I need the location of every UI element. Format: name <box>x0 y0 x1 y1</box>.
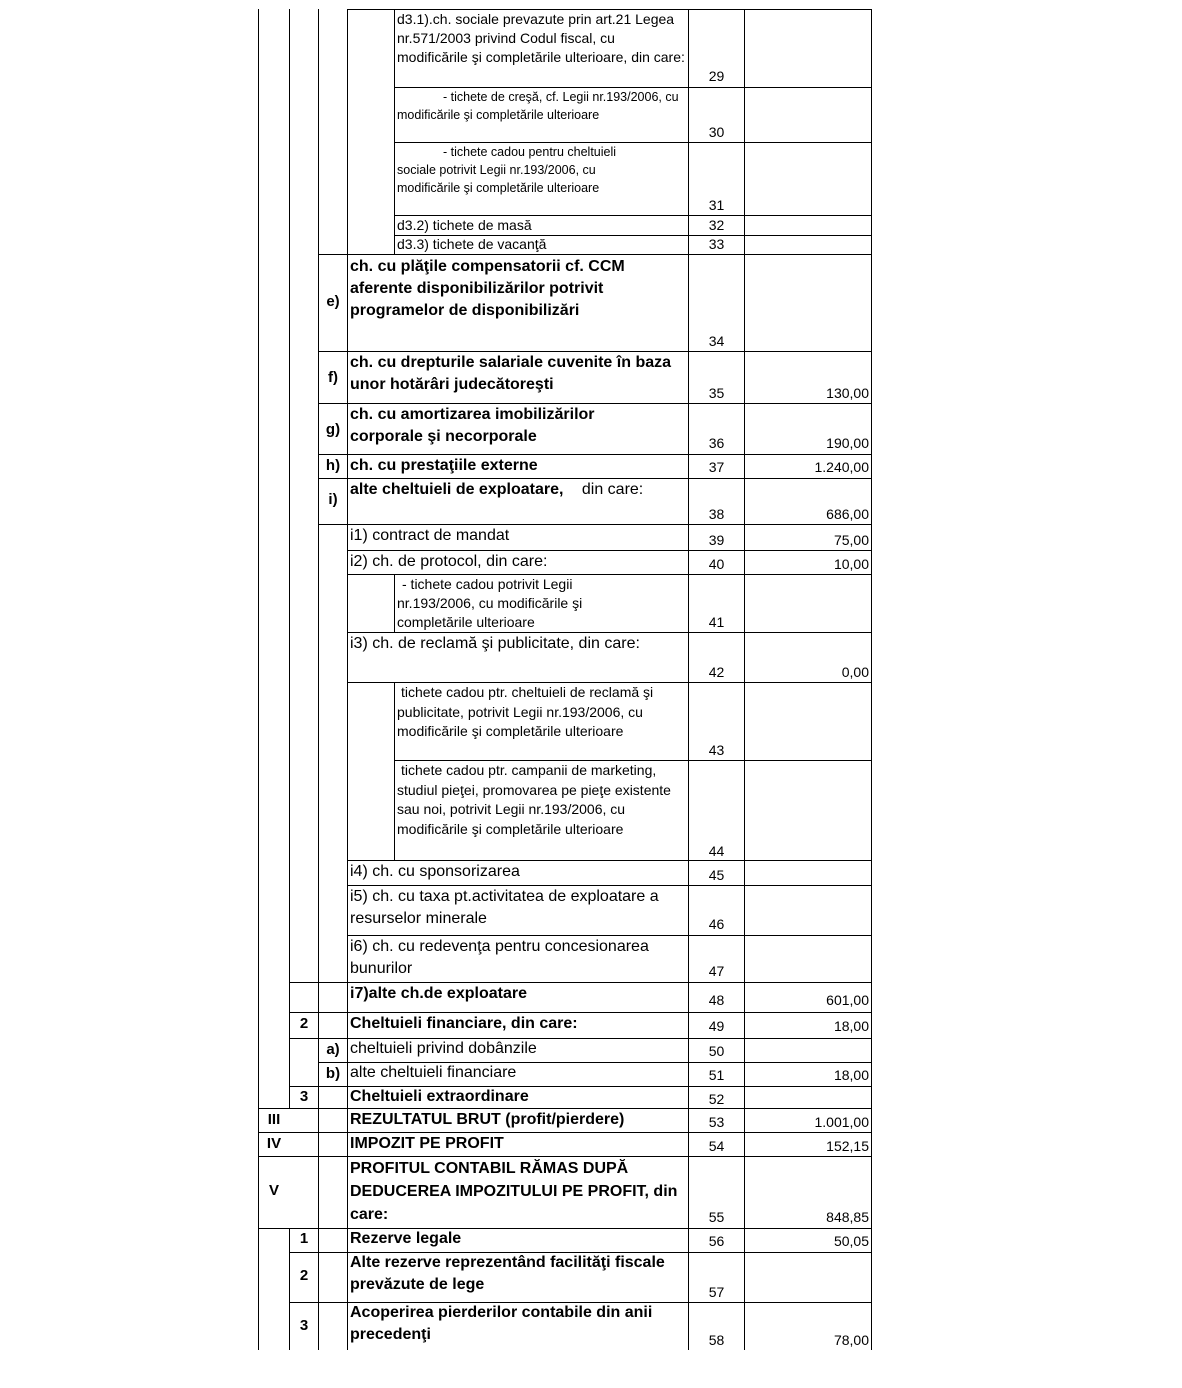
row-text: - tichete de creşă, cf. Legii nr.193/2006, cu modificările şi completările ulterioare <box>397 90 679 122</box>
row-label: f) <box>328 369 338 386</box>
row-label: 1 <box>299 1230 309 1247</box>
row-text: Alte rezerve reprezentând facilităţi fiscale prevăzute de lege <box>350 1254 665 1293</box>
row-text: ch. cu amortizarea imobilizărilor corporale şi necorporale <box>350 406 595 445</box>
row-nr: 32 <box>708 217 725 233</box>
row-text: i2) ch. de protocol, din care: <box>350 553 548 570</box>
row-nr: 51 <box>708 1067 725 1083</box>
row-label: h) <box>325 457 341 474</box>
row-value: 50,05 <box>833 1233 869 1249</box>
row-nr: 30 <box>708 124 725 140</box>
row-nr: 50 <box>708 1043 725 1059</box>
row-nr: 46 <box>708 916 725 932</box>
row-text: tichete cadou ptr. cheltuieli de reclamă şi publicitate, potrivit Legii nr.193/2006, cu modificările şi completările ulterioare <box>397 684 654 739</box>
row-text: i1) contract de mandat <box>350 527 510 544</box>
row-text: ch. cu plăţile compensatorii cf. CCM aferente disponibilizărilor potrivit programelor de disponibilizări <box>350 258 625 319</box>
row-nr: 35 <box>708 385 725 401</box>
col-line <box>871 9 872 1350</box>
row-value: 18,00 <box>833 1018 869 1034</box>
row-label: 2 <box>299 1267 309 1284</box>
row-nr: 48 <box>708 992 725 1008</box>
row-nr: 56 <box>708 1233 725 1249</box>
row-line <box>318 254 872 255</box>
row-text-suffix: din care: <box>581 481 644 498</box>
row-value: 848,85 <box>826 1209 869 1225</box>
row-text: i6) ch. cu redevenţa pentru concesionarea bunurilor <box>350 938 649 977</box>
row-nr: 34 <box>708 333 725 349</box>
row-nr: 58 <box>708 1332 725 1348</box>
row-label: a) <box>326 1041 340 1058</box>
row-nr: 29 <box>708 68 725 84</box>
row-text: tichete cadou ptr. campanii de marketing, studiul pieţei, promovarea pe pieţe existente sau noi, potrivit Legii nr.193/2006, cu modificările şi completările ulterioare <box>397 762 671 837</box>
row-label: 2 <box>299 1015 309 1032</box>
row-value: 0,00 <box>841 664 869 680</box>
row-nr: 38 <box>708 506 725 522</box>
row-nr: 49 <box>708 1018 725 1034</box>
row-value: 10,00 <box>833 556 869 572</box>
row-value: 18,00 <box>833 1067 869 1083</box>
row-text: - tichete cadou pentru cheltuieli sociale potrivit Legii nr.193/2006, cu modificările şi completările ulterioare <box>397 145 617 195</box>
row-nr: 57 <box>708 1284 725 1300</box>
row-value: 78,00 <box>833 1332 869 1348</box>
row-text: IMPOZIT PE PROFIT <box>350 1135 504 1152</box>
row-value: 190,00 <box>826 435 869 451</box>
row-nr: 44 <box>708 843 725 859</box>
row-text: - tichete cadou potrivit Legii nr.193/2006, cu modificările şi completările ulterioare <box>397 576 583 630</box>
row-nr: 45 <box>708 867 725 883</box>
row-value: 75,00 <box>833 532 869 548</box>
row-text: d3.3) tichete de vacanţă <box>397 236 547 252</box>
row-label: IV <box>266 1135 282 1152</box>
row-text: d3.1).ch. sociale prevazute prin art.21 Legea nr.571/2003 privind Codul fiscal, cu modificările şi completările ulterioare, din care: <box>397 11 685 65</box>
row-nr: 40 <box>708 556 725 572</box>
row-text-main: alte cheltuieli de exploatare, <box>350 481 564 498</box>
row-text: i4) ch. cu sponsorizarea <box>350 863 520 880</box>
row-label: 3 <box>299 1088 309 1105</box>
row-label: V <box>268 1182 279 1199</box>
row-text <box>348 479 686 501</box>
row-value: 601,00 <box>826 992 869 1008</box>
row-text: REZULTATUL BRUT (profit/pierdere) <box>350 1111 625 1128</box>
row-value: 130,00 <box>826 385 869 401</box>
row-text: i3) ch. de reclamă şi publicitate, din care: <box>350 635 640 652</box>
col-line <box>318 9 319 1350</box>
row-nr: 41 <box>708 614 725 630</box>
row-label: b) <box>325 1065 341 1082</box>
row-label: 3 <box>299 1317 309 1334</box>
row-label: III <box>267 1111 281 1128</box>
row-text: ch. cu prestaţiile externe <box>350 457 538 474</box>
row-text: Cheltuieli financiare, din care: <box>350 1015 578 1032</box>
row-text: d3.2) tichete de masă <box>397 217 532 233</box>
row-label: g) <box>325 421 341 438</box>
row-value: 152,15 <box>826 1138 869 1154</box>
row-text: ch. cu drepturile salariale cuvenite în baza unor hotărâri judecătoreşti <box>350 354 672 393</box>
row-text: i7)alte ch.de exploatare <box>350 985 527 1002</box>
row-value: 1.001,00 <box>814 1114 869 1130</box>
row-nr: 43 <box>708 742 725 758</box>
row-text: Rezerve legale <box>350 1230 462 1247</box>
row-nr: 31 <box>708 197 725 213</box>
row-text: Acoperirea pierderilor contabile din anii precedenţi <box>350 1304 653 1343</box>
row-nr: 33 <box>708 236 725 252</box>
row-label: e) <box>326 293 340 310</box>
row-value: 1.240,00 <box>814 459 869 475</box>
row-text: Cheltuieli extraordinare <box>350 1088 529 1105</box>
row-nr: 42 <box>708 664 725 680</box>
row-nr: 39 <box>708 532 725 548</box>
row-text: i5) ch. cu taxa pt.activitatea de exploatare a resurselor minerale <box>350 888 659 927</box>
row-value: 686,00 <box>826 506 869 522</box>
row-nr: 55 <box>708 1209 725 1225</box>
row-text: PROFITUL CONTABIL RĂMAS DUPĂ DEDUCEREA IMPOZITULUI PE PROFIT, din care: <box>350 1160 678 1223</box>
col-line <box>289 9 290 1108</box>
row-nr: 52 <box>708 1091 725 1107</box>
row-nr: 47 <box>708 963 725 979</box>
row-text: alte cheltuieli financiare <box>350 1064 517 1081</box>
row-nr: 36 <box>708 435 725 451</box>
row-label: i) <box>328 491 338 508</box>
row-nr: 54 <box>708 1138 725 1154</box>
row-text: cheltuieli privind dobânzile <box>350 1040 537 1057</box>
row-nr: 37 <box>708 459 725 475</box>
row-nr: 53 <box>708 1114 725 1130</box>
